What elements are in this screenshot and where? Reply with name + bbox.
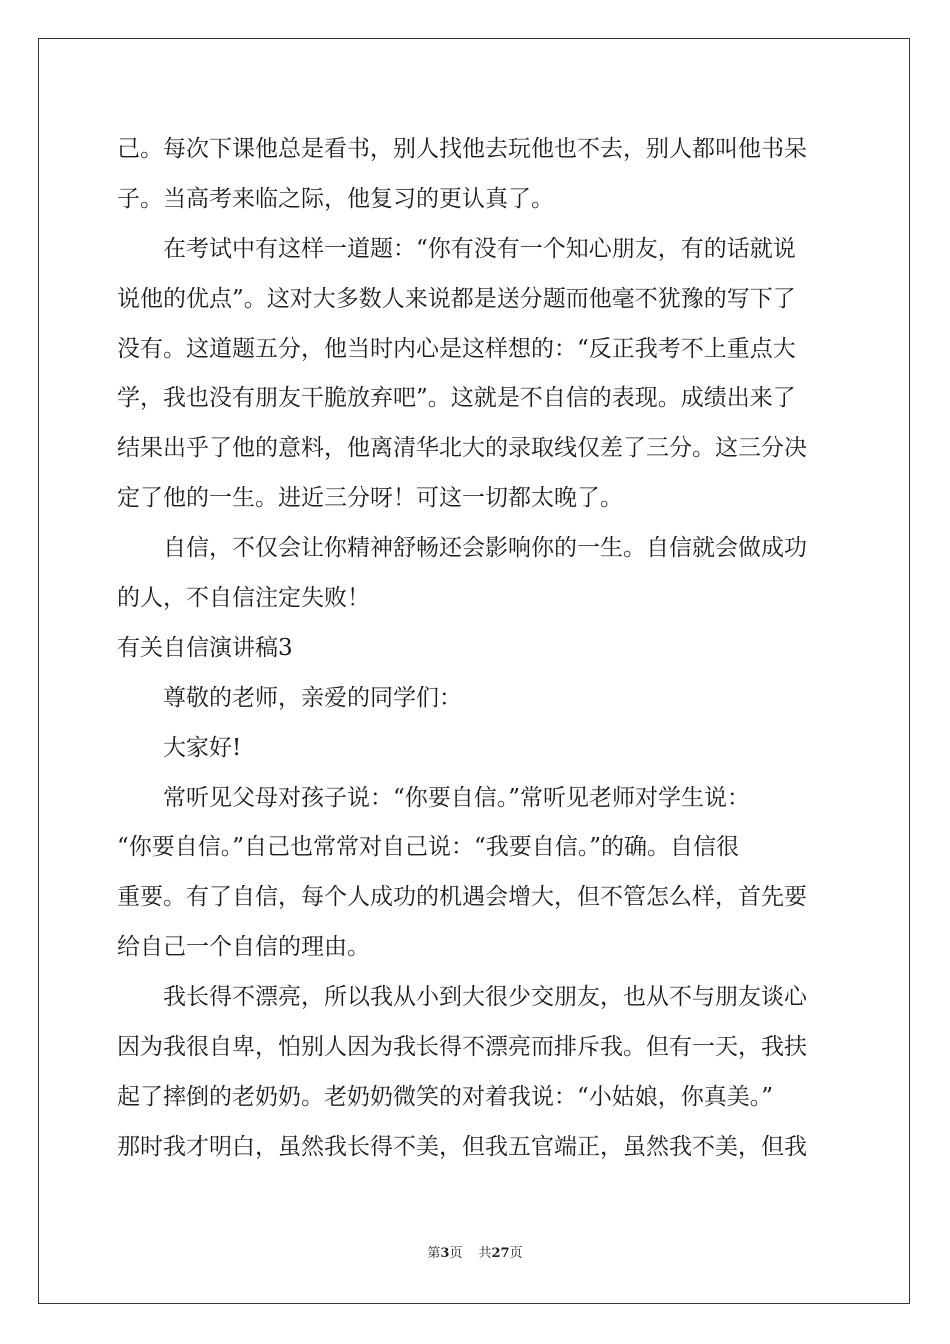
text-line: 子。当高考来临之际，他复习的更认真了。 [117,185,554,212]
document-body [117,125,837,1173]
text-line: “你要自信。”自己也常常对自己说：“我要自信。”的确。自信很 [117,834,740,861]
text-line: 学，我也没有朋友干脆放弃吧”。这就是不自信的表现。成绩出来了 [117,385,796,412]
footer-prefix: 第 [427,1246,441,1261]
text-line: 定了他的一生。进近三分呀！可这一切都太晚了。 [117,485,623,512]
text-line: 我长得不漂亮，所以我从小到大很少交朋友，也从不与朋友谈心 [163,984,807,1011]
footer-total-suffix: 页 [509,1246,523,1261]
text-line: 因为我很自卑，怕别人因为我长得不漂亮而排斥我。但有一天，我扶 [117,1034,807,1061]
footer-total-prefix: 共 [478,1246,492,1261]
text-line: 在考试中有这样一道题：“你有没有一个知心朋友，有的话就说 [163,235,796,262]
text-line: 常听见父母对孩子说：“你要自信。”常听见老师对学生说： [163,784,751,811]
page-footer [0,1245,950,1263]
text-line: 说他的优点”。这对大多数人来说都是送分题而他毫不犹豫的写下了 [117,285,796,312]
text-line: 的人，不自信注定失败！ [117,585,370,612]
text-line: 自信，不仅会让你精神舒畅还会影响你的一生。自信就会做成功 [163,535,807,562]
text-line: 重要。有了自信，每个人成功的机遇会增大，但不管怎么样，首先要 [117,884,807,911]
footer-page-number: 3 [440,1246,450,1261]
text-line: 给自己一个自信的理由。 [117,934,370,961]
section-heading: 有关自信演讲稿3 [117,634,293,661]
salutation: 尊敬的老师，亲爱的同学们： [163,684,462,711]
text-line: 没有。这道题五分，他当时内心是这样想的：“反正我考不上重点大 [117,335,796,362]
footer-total-pages: 27 [491,1246,510,1261]
text-line: 起了摔倒的老奶奶。老奶奶微笑的对着我说：“小姑娘，你真美。” [117,1083,774,1110]
text-line: 结果出乎了他的意料，他离清华北大的录取线仅差了三分。这三分决 [117,435,807,462]
footer-page-suffix: 页 [449,1246,463,1261]
text-line: 那时我才明白，虽然我长得不美，但我五官端正，虽然我不美，但我 [117,1133,807,1160]
text-line: 己。每次下课他总是看书，别人找他去玩他也不去，别人都叫他书呆 [117,136,807,162]
greeting: 大家好! [163,734,242,761]
